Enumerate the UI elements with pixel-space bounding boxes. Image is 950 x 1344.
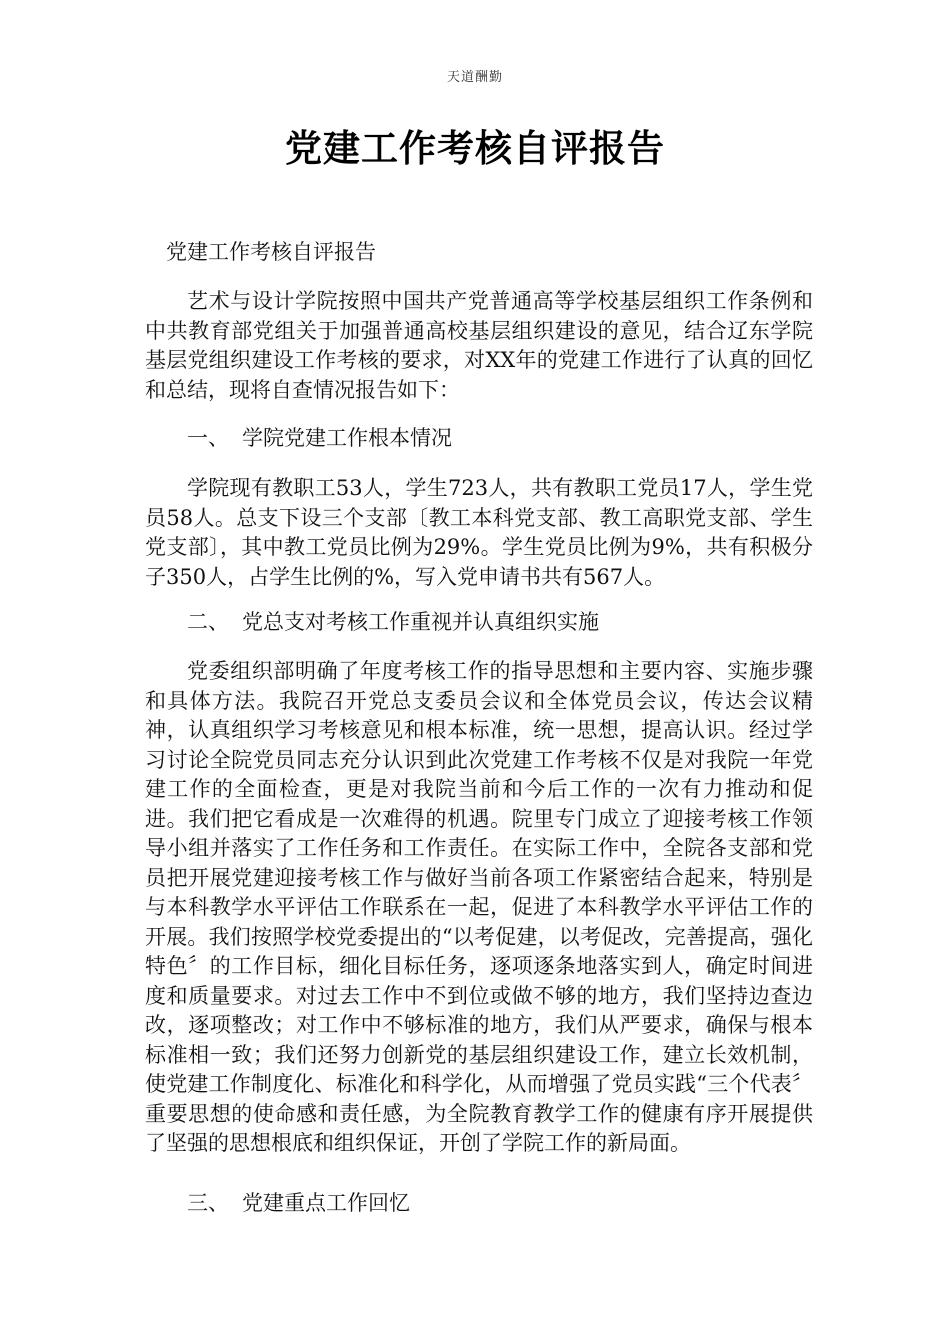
intro-paragraph: 艺术与设计学院按照中国共产党普通高等学校基层组织工作条例和中共教育部党组关于加强普通高校基层组织建设的意见，结合辽东学院基层党组织建设工作考核的要求，对XX年的党建工作进行了认真的回忆和总结，现将自查情况报告如下：: [145, 289, 813, 402]
section-heading-1: [187, 424, 855, 454]
section-heading-2-text: 党总支对考核工作重视并认真组织实施: [242, 610, 599, 634]
section-heading-2-number: 二、: [187, 610, 229, 634]
section-heading-2: [187, 608, 855, 638]
section-2-paragraph: 党委组织部明确了年度考核工作的指导思想和主要内容、实施步骤和具体方法。我院召开党总支委员会议和全体党员会议，传达会议精神，认真组织学习考核意见和根本标准，统一思想，提高认识。经过学习讨论全院党员同志充分认识到此次党建工作考核不仅是对我院一年党建工作的全面检查，更是对我院当前和今后工作的一次有力推动和促进。我们把它看成是一次难得的机遇。院里专门成立了迎接考核工作领导小组并落实了工作任务和工作责任。在实际工作中，全院各支部和党员把开展党建迎接考核工作与做好当前各项工作紧密结合起来，特别是与本科教学水平评估工作联系在一起，促进了本科教学水平评估工作的开展。我们按照学校党委提出的“以考促建，以考促改，完善提高，强化特色〞的工作目标，细化目标任务，逐项逐条地落实到人，确定时间进度和质量要求。对过去工作中不到位或做不够的地方，我们坚持边查边改，逐项整改；对工作中不够标准的地方，我们从严要求，确保与根本标准相一致；我们还努力创新党的基层组织建设工作，建立长效机制，使党建工作制度化、标准化和科学化，从而增强了党员实践“三个代表〞重要思想的使命感和责任感，为全院教育教学工作的健康有序开展提供了坚强的思想根底和组织保证，开创了学院工作的新局面。: [145, 659, 813, 1155]
section-1-paragraph: 学院现有教职工53人，学生723人，共有教职工党员17人，学生党员58人。总支下设三个支部〔教工本科党支部、教工高职党支部、学生党支部〕，其中教工党员比例为29%。学生党员比例为9%，共有积极分子350人，占学生比例的%，写入党申请书共有567人。: [145, 476, 813, 589]
document-subtitle: 党建工作考核自评报告: [166, 240, 376, 264]
section-heading-3-text: 党建重点工作回忆: [242, 1191, 410, 1215]
section-heading-1-number: 一、: [187, 426, 229, 450]
section-heading-1-text: 学院党建工作根本情况: [242, 426, 452, 450]
document-title: 党建工作考核自评报告: [285, 126, 665, 170]
section-heading-3-number: 三、: [187, 1191, 229, 1215]
header-note: 天道酬勤: [446, 70, 503, 85]
section-heading-3: [187, 1189, 855, 1219]
